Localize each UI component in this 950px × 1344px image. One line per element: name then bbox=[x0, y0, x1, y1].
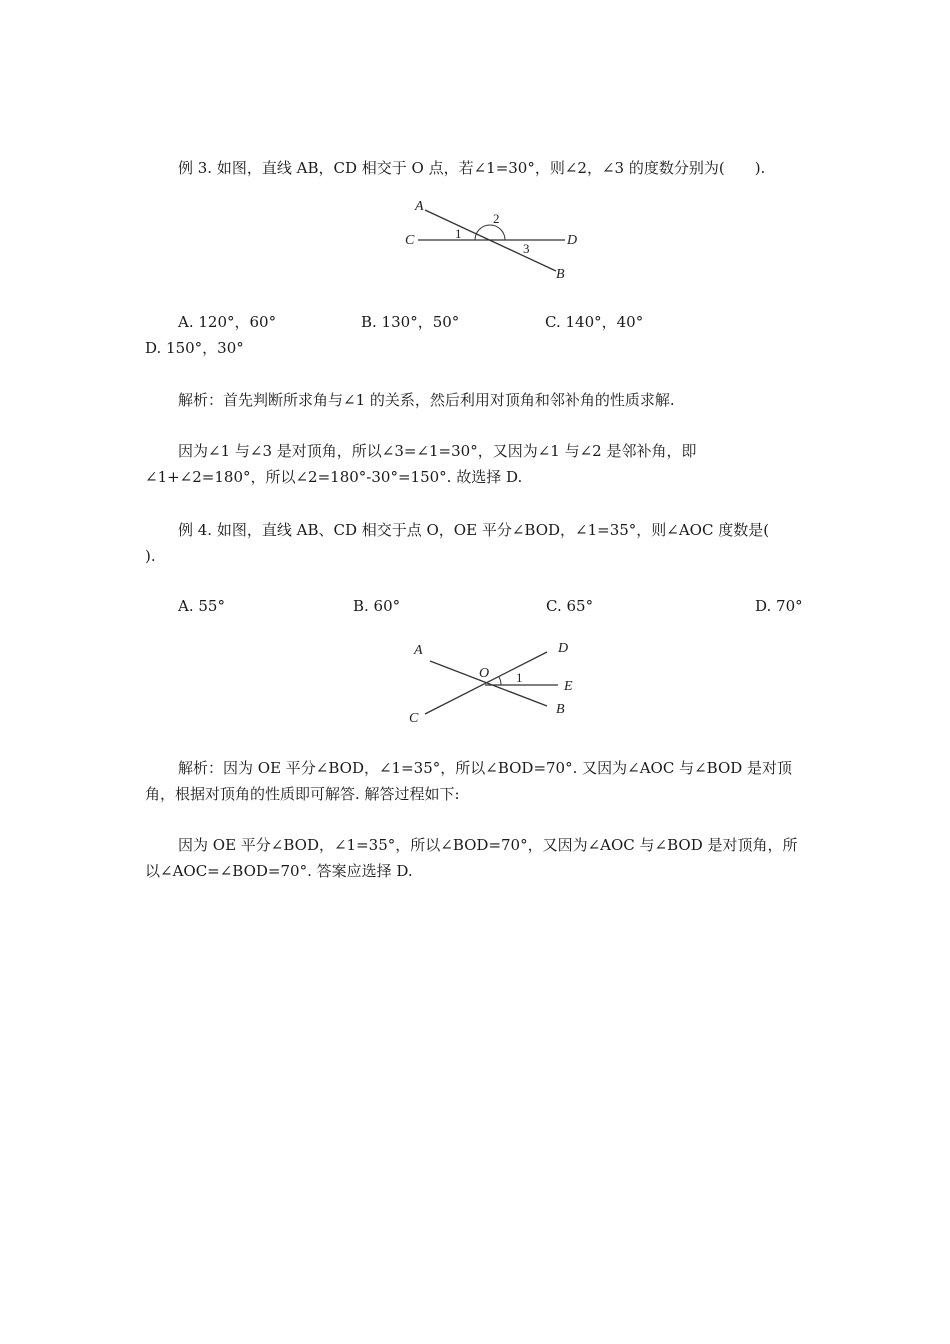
label-b: B bbox=[556, 702, 565, 717]
label-1: 1 bbox=[516, 670, 523, 685]
ex4-option-c: C. 65° bbox=[546, 597, 594, 615]
ex4-question-line2: ). bbox=[145, 547, 156, 565]
label-a: A bbox=[414, 643, 423, 658]
label-3: 3 bbox=[523, 241, 530, 256]
label-2: 2 bbox=[493, 211, 500, 226]
label-b: B bbox=[556, 267, 565, 282]
ex4-figure bbox=[400, 636, 590, 726]
ex3-solution-line1: 因为∠1 与∠3 是对顶角，所以∠3=∠1=30°，又因为∠1 与∠2 是邻补角，即 bbox=[178, 442, 697, 460]
ex3-option-d: D. 150°，30° bbox=[145, 339, 244, 357]
ex3-question: 例 3. 如图，直线 AB，CD 相交于 O 点，若∠1=30°，则∠2，∠3 的度数分别为( ). bbox=[178, 159, 766, 177]
label-1: 1 bbox=[455, 226, 462, 241]
ex4-analysis-line1: 解析：因为 OE 平分∠BOD，∠1=35°，所以∠BOD=70°. 又因为∠AOC 与∠BOD 是对顶 bbox=[178, 759, 793, 777]
angle-1-arc bbox=[499, 677, 501, 685]
ex3-option-a: A. 120°，60° bbox=[178, 313, 277, 331]
label-d: D bbox=[558, 641, 569, 656]
angle-2-arc bbox=[475, 225, 505, 240]
ex4-analysis-line2: 角，根据对顶角的性质即可解答. 解答过程如下: bbox=[145, 785, 460, 803]
ex3-solution-line2: ∠1+∠2=180°，所以∠2=180°-30°=150°. 故选择 D. bbox=[145, 468, 523, 486]
ex3-figure bbox=[400, 196, 590, 284]
ex4-option-d: D. 70° bbox=[755, 597, 803, 615]
label-o: O bbox=[479, 666, 490, 681]
label-e: E bbox=[564, 679, 573, 694]
label-d: D bbox=[567, 233, 578, 248]
ex3-option-c: C. 140°，40° bbox=[545, 313, 644, 331]
line-cd bbox=[425, 652, 547, 714]
ex4-option-a: A. 55° bbox=[178, 597, 225, 615]
ex4-option-b: B. 60° bbox=[353, 597, 401, 615]
label-a: A bbox=[415, 199, 424, 214]
label-c: C bbox=[405, 233, 415, 248]
label-c: C bbox=[409, 711, 419, 726]
ex4-solution-line2: 以∠AOC=∠BOD=70°. 答案应选择 D. bbox=[145, 862, 413, 880]
ex4-solution-line1: 因为 OE 平分∠BOD，∠1=35°，所以∠BOD=70°，又因为∠AOC 与∠BOD 是对顶角，所 bbox=[178, 836, 798, 854]
ex4-question-line1: 例 4. 如图，直线 AB、CD 相交于点 O，OE 平分∠BOD，∠1=35°，则∠AOC 度数是( bbox=[178, 521, 770, 539]
ex3-analysis: 解析：首先判断所求角与∠1 的关系，然后利用对顶角和邻补角的性质求解. bbox=[178, 391, 675, 409]
ex3-option-b: B. 130°，50° bbox=[361, 313, 460, 331]
